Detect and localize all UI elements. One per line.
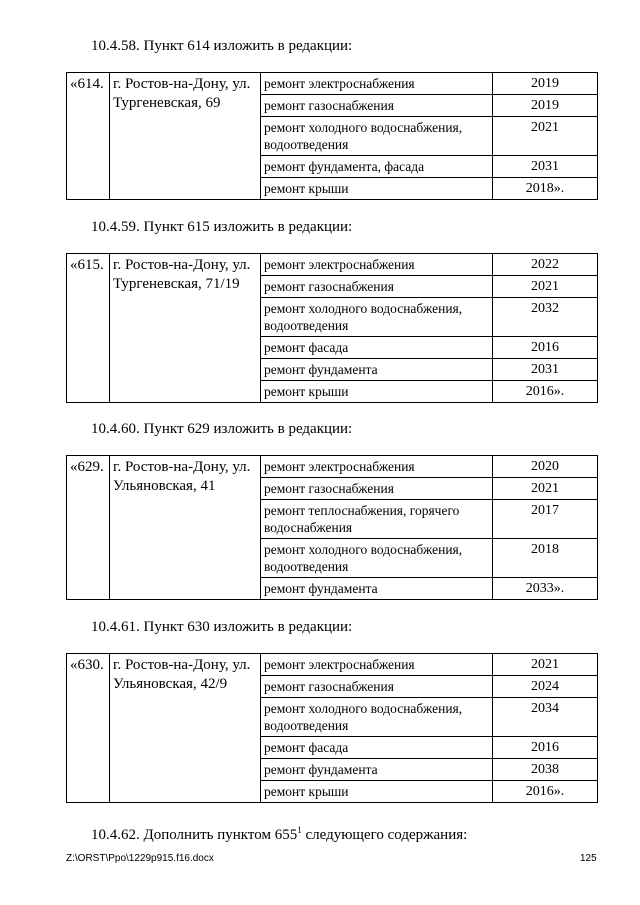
year-cell: 2031 <box>493 359 598 381</box>
table-row <box>67 254 598 276</box>
final-heading <box>91 826 467 844</box>
item-address: г. Ростов-на-Дону, ул. Тургеневская, 71/19 <box>110 254 261 403</box>
item-number: «629. <box>67 456 110 600</box>
year-cell: 2016 <box>493 737 598 759</box>
repair-schedule-table <box>66 455 598 600</box>
year-cell: 2020 <box>493 456 598 478</box>
table-row <box>67 73 598 95</box>
footer-file-path: Z:\ORST\Ppo\1229p915.f16.docx <box>66 853 214 864</box>
year-cell: 2018 <box>493 539 598 578</box>
repair-schedule-table <box>66 653 598 803</box>
work-type-cell: ремонт фундамента, фасада <box>261 156 493 178</box>
section-heading: 10.4.58. Пункт 614 изложить в редакции: <box>91 38 353 54</box>
year-cell: 2024 <box>493 676 598 698</box>
final-heading-text-end: следующего содержания: <box>301 827 468 843</box>
work-type-cell: ремонт электроснабжения <box>261 654 493 676</box>
work-type-cell: ремонт холодного водоснабжения, водоотведения <box>261 298 493 337</box>
work-type-cell: ремонт крыши <box>261 381 493 403</box>
work-type-cell: ремонт газоснабжения <box>261 676 493 698</box>
year-cell: 2032 <box>493 298 598 337</box>
work-type-cell: ремонт фасада <box>261 337 493 359</box>
year-cell: 2019 <box>493 73 598 95</box>
item-address: г. Ростов-на-Дону, ул. Ульяновская, 42/9 <box>110 654 261 803</box>
repair-schedule-table <box>66 72 598 200</box>
work-type-cell: ремонт холодного водоснабжения, водоотведения <box>261 539 493 578</box>
item-address: г. Ростов-на-Дону, ул. Ульяновская, 41 <box>110 456 261 600</box>
work-type-cell: ремонт теплоснабжения, горячего водоснабжения <box>261 500 493 539</box>
year-cell: 2021 <box>493 654 598 676</box>
year-cell: 2021 <box>493 117 598 156</box>
repair-schedule-table <box>66 253 598 403</box>
work-type-cell: ремонт холодного водоснабжения, водоотведения <box>261 698 493 737</box>
year-cell: 2016 <box>493 337 598 359</box>
work-type-cell: ремонт фасада <box>261 737 493 759</box>
work-type-cell: ремонт газоснабжения <box>261 478 493 500</box>
work-type-cell: ремонт крыши <box>261 178 493 200</box>
item-address: г. Ростов-на-Дону, ул. Тургеневская, 69 <box>110 73 261 200</box>
footer-page-number: 125 <box>580 853 597 864</box>
work-type-cell: ремонт фундамента <box>261 359 493 381</box>
section-heading: 10.4.61. Пункт 630 изложить в редакции: <box>91 619 353 635</box>
item-number: «615. <box>67 254 110 403</box>
year-cell: 2018». <box>493 178 598 200</box>
year-cell: 2038 <box>493 759 598 781</box>
work-type-cell: ремонт фундамента <box>261 759 493 781</box>
year-cell: 2016». <box>493 781 598 803</box>
table-row <box>67 456 598 478</box>
work-type-cell: ремонт крыши <box>261 781 493 803</box>
year-cell: 2021 <box>493 478 598 500</box>
year-cell: 2033». <box>493 578 598 600</box>
section-heading: 10.4.60. Пункт 629 изложить в редакции: <box>91 421 353 437</box>
year-cell: 2031 <box>493 156 598 178</box>
work-type-cell: ремонт газоснабжения <box>261 276 493 298</box>
work-type-cell: ремонт газоснабжения <box>261 95 493 117</box>
work-type-cell: ремонт фундамента <box>261 578 493 600</box>
item-number: «630. <box>67 654 110 803</box>
year-cell: 2034 <box>493 698 598 737</box>
work-type-cell: ремонт электроснабжения <box>261 254 493 276</box>
item-number: «614. <box>67 73 110 200</box>
final-heading-text: 10.4.62. Дополнить пунктом 655 <box>91 827 298 843</box>
table-row <box>67 654 598 676</box>
work-type-cell: ремонт электроснабжения <box>261 73 493 95</box>
section-heading: 10.4.59. Пункт 615 изложить в редакции: <box>91 219 353 235</box>
year-cell: 2019 <box>493 95 598 117</box>
final-heading-superscript: 1 <box>297 825 302 835</box>
work-type-cell: ремонт электроснабжения <box>261 456 493 478</box>
year-cell: 2017 <box>493 500 598 539</box>
year-cell: 2022 <box>493 254 598 276</box>
year-cell: 2016». <box>493 381 598 403</box>
work-type-cell: ремонт холодного водоснабжения, водоотведения <box>261 117 493 156</box>
year-cell: 2021 <box>493 276 598 298</box>
